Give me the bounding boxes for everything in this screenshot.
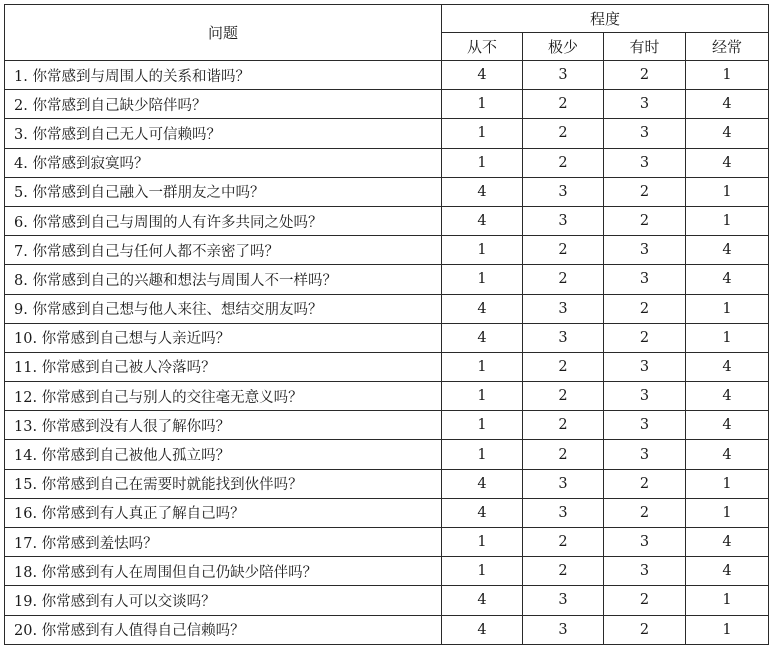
score-never: 4	[442, 61, 523, 90]
score-rarely: 2	[523, 411, 604, 440]
score-rarely: 2	[523, 119, 604, 148]
score-never: 4	[442, 498, 523, 527]
score-often: 1	[686, 323, 769, 352]
score-rarely: 2	[523, 528, 604, 557]
table-row	[5, 61, 769, 90]
table-row	[5, 265, 769, 294]
score-often: 4	[686, 352, 769, 381]
score-never: 1	[442, 352, 523, 381]
score-never: 4	[442, 615, 523, 644]
table-row	[5, 119, 769, 148]
score-rarely: 2	[523, 382, 604, 411]
option-header-never: 从不	[442, 33, 523, 61]
score-sometimes: 3	[604, 148, 686, 177]
table-row	[5, 294, 769, 323]
score-rarely: 2	[523, 90, 604, 119]
score-often: 4	[686, 382, 769, 411]
table-row	[5, 148, 769, 177]
score-often: 1	[686, 615, 769, 644]
score-sometimes: 2	[604, 586, 686, 615]
score-often: 4	[686, 265, 769, 294]
score-never: 1	[442, 528, 523, 557]
question-text: 20. 你常感到有人值得自己信赖吗？	[5, 615, 442, 644]
table-row	[5, 323, 769, 352]
table-row	[5, 177, 769, 206]
score-often: 4	[686, 411, 769, 440]
score-rarely: 3	[523, 206, 604, 235]
question-text: 18. 你常感到有人在周围但自己仍缺少陪伴吗？	[5, 557, 442, 586]
score-often: 4	[686, 90, 769, 119]
score-rarely: 2	[523, 236, 604, 265]
score-sometimes: 2	[604, 615, 686, 644]
table-row	[5, 382, 769, 411]
table-row	[5, 440, 769, 469]
score-rarely: 3	[523, 61, 604, 90]
score-sometimes: 3	[604, 411, 686, 440]
score-sometimes: 3	[604, 119, 686, 148]
score-often: 1	[686, 177, 769, 206]
score-sometimes: 3	[604, 382, 686, 411]
table-row	[5, 90, 769, 119]
score-rarely: 2	[523, 557, 604, 586]
score-often: 4	[686, 440, 769, 469]
score-sometimes: 2	[604, 61, 686, 90]
score-often: 4	[686, 528, 769, 557]
question-text: 5. 你常感到自己融入一群朋友之中吗？	[5, 177, 442, 206]
question-text: 4. 你常感到寂寞吗？	[5, 148, 442, 177]
score-never: 4	[442, 586, 523, 615]
score-never: 4	[442, 323, 523, 352]
score-rarely: 3	[523, 586, 604, 615]
table-row	[5, 352, 769, 381]
score-rarely: 3	[523, 615, 604, 644]
option-header-rarely: 极少	[523, 33, 604, 61]
question-text: 2. 你常感到自己缺少陪伴吗？	[5, 90, 442, 119]
score-sometimes: 3	[604, 557, 686, 586]
score-often: 4	[686, 119, 769, 148]
score-sometimes: 2	[604, 498, 686, 527]
score-never: 1	[442, 90, 523, 119]
table-row	[5, 469, 769, 498]
question-text: 3. 你常感到自己无人可信赖吗？	[5, 119, 442, 148]
score-rarely: 3	[523, 498, 604, 527]
score-rarely: 2	[523, 265, 604, 294]
score-sometimes: 2	[604, 323, 686, 352]
score-rarely: 3	[523, 469, 604, 498]
score-sometimes: 3	[604, 528, 686, 557]
score-sometimes: 2	[604, 294, 686, 323]
score-sometimes: 2	[604, 177, 686, 206]
score-never: 4	[442, 177, 523, 206]
table-row	[5, 615, 769, 644]
score-never: 1	[442, 265, 523, 294]
score-rarely: 3	[523, 294, 604, 323]
table-row	[5, 528, 769, 557]
score-never: 1	[442, 148, 523, 177]
degree-header: 程度	[442, 5, 769, 33]
question-text: 16. 你常感到有人真正了解自己吗？	[5, 498, 442, 527]
question-text: 1. 你常感到与周围人的关系和谐吗？	[5, 61, 442, 90]
question-text: 17. 你常感到羞怯吗？	[5, 528, 442, 557]
table-row	[5, 586, 769, 615]
score-often: 4	[686, 236, 769, 265]
question-text: 11. 你常感到自己被人冷落吗？	[5, 352, 442, 381]
score-never: 4	[442, 294, 523, 323]
question-header: 问题	[5, 5, 442, 61]
score-sometimes: 2	[604, 469, 686, 498]
table-row	[5, 411, 769, 440]
score-sometimes: 3	[604, 440, 686, 469]
score-never: 1	[442, 382, 523, 411]
question-text: 15. 你常感到自己在需要时就能找到伙伴吗？	[5, 469, 442, 498]
score-never: 1	[442, 236, 523, 265]
score-never: 1	[442, 557, 523, 586]
question-text: 10. 你常感到自己想与人亲近吗？	[5, 323, 442, 352]
question-text: 7. 你常感到自己与任何人都不亲密了吗？	[5, 236, 442, 265]
table-row	[5, 557, 769, 586]
score-sometimes: 3	[604, 352, 686, 381]
score-never: 4	[442, 469, 523, 498]
score-rarely: 2	[523, 440, 604, 469]
table-body	[5, 61, 769, 645]
score-rarely: 3	[523, 177, 604, 206]
score-sometimes: 2	[604, 206, 686, 235]
question-text: 14. 你常感到自己被他人孤立吗？	[5, 440, 442, 469]
score-often: 1	[686, 61, 769, 90]
loneliness-scale-table	[4, 4, 769, 645]
option-header-often: 经常	[686, 33, 769, 61]
score-rarely: 2	[523, 148, 604, 177]
table-row	[5, 498, 769, 527]
question-text: 19. 你常感到有人可以交谈吗？	[5, 586, 442, 615]
question-text: 12. 你常感到自己与别人的交往毫无意义吗？	[5, 382, 442, 411]
option-header-sometimes: 有时	[604, 33, 686, 61]
score-often: 1	[686, 206, 769, 235]
score-rarely: 2	[523, 352, 604, 381]
table-row	[5, 236, 769, 265]
score-rarely: 3	[523, 323, 604, 352]
score-often: 4	[686, 557, 769, 586]
score-often: 1	[686, 498, 769, 527]
score-never: 1	[442, 119, 523, 148]
question-text: 8. 你常感到自己的兴趣和想法与周围人不一样吗？	[5, 265, 442, 294]
header-row-top	[5, 5, 769, 33]
question-text: 13. 你常感到没有人很了解你吗？	[5, 411, 442, 440]
score-often: 1	[686, 294, 769, 323]
score-sometimes: 3	[604, 236, 686, 265]
score-sometimes: 3	[604, 265, 686, 294]
score-never: 4	[442, 206, 523, 235]
score-often: 1	[686, 586, 769, 615]
question-text: 6. 你常感到自己与周围的人有许多共同之处吗？	[5, 206, 442, 235]
questionnaire	[4, 4, 769, 645]
score-sometimes: 3	[604, 90, 686, 119]
question-text: 9. 你常感到自己想与他人来往、想结交朋友吗？	[5, 294, 442, 323]
score-often: 4	[686, 148, 769, 177]
table-row	[5, 206, 769, 235]
score-never: 1	[442, 440, 523, 469]
score-never: 1	[442, 411, 523, 440]
score-often: 1	[686, 469, 769, 498]
